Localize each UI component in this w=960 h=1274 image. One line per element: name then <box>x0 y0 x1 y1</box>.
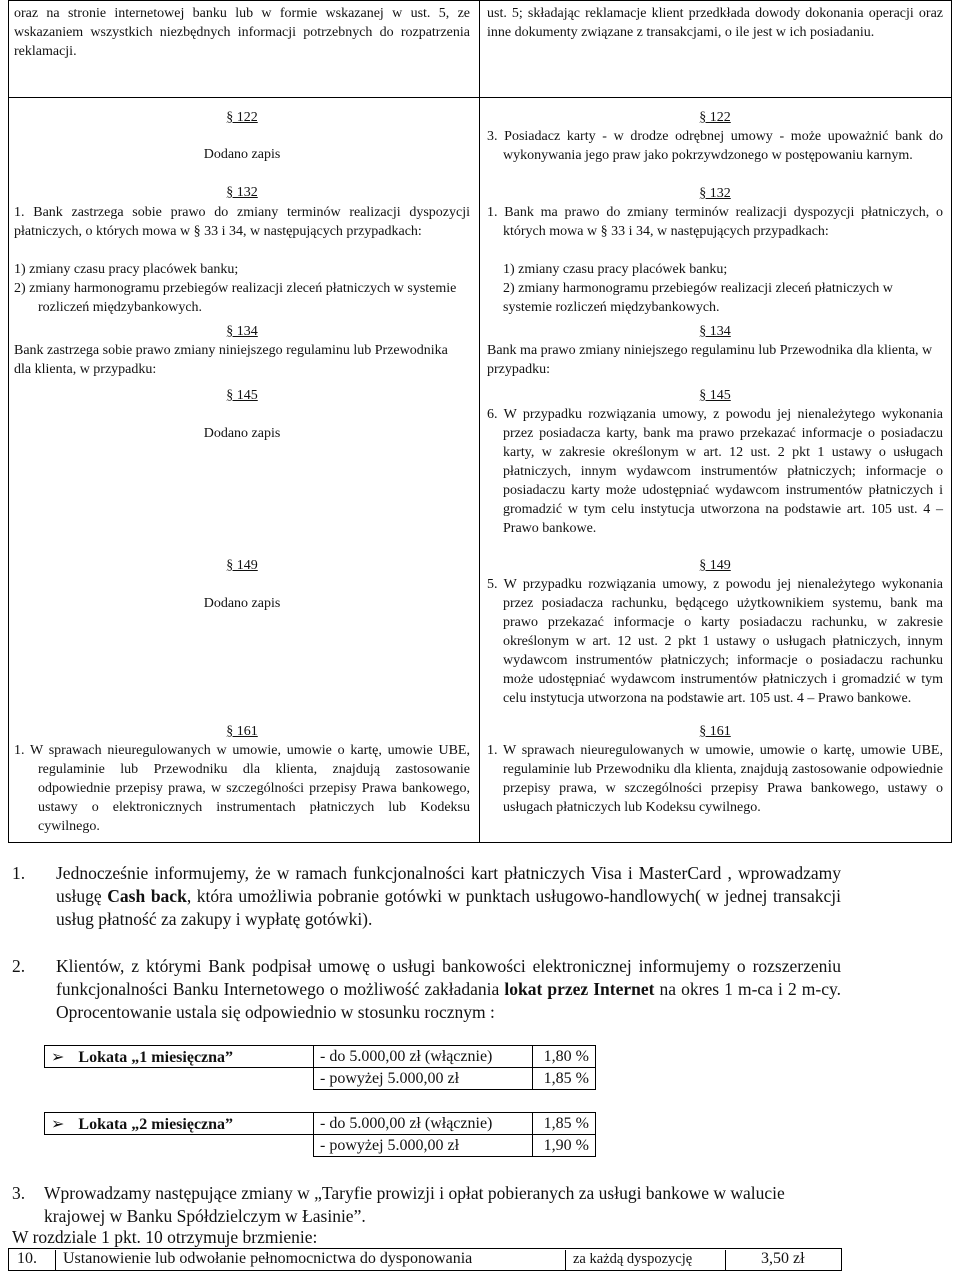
right-s122-mark: § 122 <box>699 110 731 125</box>
note-1-text-b: , która umożliwia pobranie gotówki w punktach usługowo-handlowych( w jednej transakcji usług płatność za zakupy i wypłatę gotówki). <box>56 886 841 929</box>
right-s134-mark: § 134 <box>699 324 731 339</box>
note-1-bold: Cash back <box>107 886 187 906</box>
empty-cell <box>45 1068 314 1090</box>
left-s122-mark: § 122 <box>226 110 258 125</box>
left-s145-mark: § 145 <box>226 388 258 403</box>
deposit-name-cell <box>45 1113 314 1135</box>
left-s122-added: Dodano zapis <box>203 147 281 162</box>
deposit-name: Lokata „1 miesięczna” <box>78 1048 234 1066</box>
deposit-rate: 1,90 % <box>533 1135 596 1157</box>
column-divider <box>479 1 480 842</box>
bullet-arrow-icon: ➢ <box>51 1115 65 1133</box>
deposit-name-cell <box>45 1046 314 1068</box>
table-row <box>45 1135 596 1157</box>
left-s161-text: 1. W sprawach nieuregulowanych w umowie, umowie o kartę, umowie UBE, regulaminie lub Przewodniku dla klienta, znajdują zastosowanie odpowiednie przepisy prawa, w szczególności przepisy Prawa bankowego, ustawy o elektronicznych instrumentach płatniczych lub Kodeksu cywilnego. <box>14 743 470 834</box>
right-s149-mark: § 149 <box>699 558 731 573</box>
deposit-range: - powyżej 5.000,00 zł <box>314 1135 533 1157</box>
left-s132-item2: 2) zmiany harmonogramu przebiegów realizacji zleceń płatniczych w systemie rozliczeń międzybankowych. <box>14 281 457 315</box>
cell-divider <box>55 1250 56 1270</box>
right-s132-intro: 1. Bank ma prawo do zmiany terminów realizacji dyspozycji płatniczych, o których mowa w § 33 i 34, w następujących przypadkach: <box>487 205 943 239</box>
left-s132-intro: 1. Bank zastrzega sobie prawo do zmiany terminów realizacji dyspozycji płatniczych, o których mowa w § 33 i 34, w następujących przypadkach: <box>14 205 470 239</box>
deposit-rate: 1,80 % <box>533 1046 596 1068</box>
right-s122-text: 3. Posiadacz karty - w drodze odrębnej umowy - może upoważnić bank do wykonywania jego praw jako pokrzywdzonego w postępowaniu karnym. <box>487 129 943 163</box>
note-2-number: 2. <box>12 956 26 976</box>
left-s132-item1: 1) zmiany czasu pracy placówek banku; <box>14 262 239 277</box>
note-2-text-b: na okres 1 m-ca i 2 m-cy. Oprocentowanie ustala się odpowiednio w stosunku rocznym : <box>56 979 841 1022</box>
note-2-bold: lokat przez Internet <box>504 979 655 999</box>
right-s132-item1: 1) zmiany czasu pracy placówek banku; <box>503 262 728 277</box>
note-3-text: Wprowadzamy następujące zmiany w „Taryfie prowizji i opłat pobieranych za usługi bankowe w walucie krajowej w Banku Spółdzielczym w Łasinie”. <box>44 1183 785 1226</box>
right-s161-text: 1. W sprawach nieuregulowanych w umowie, umowie o kartę, umowie UBE, regulaminie lub Przewodniku dla klienta, znajdują zastosowanie odpowiednie przepisy prawa, w szczególności przepisy Prawa bankowego, ustawy o usługach płatniczych lub Kodeksu cywilnego. <box>487 743 943 815</box>
top-left-text: oraz na stronie internetowej banku lub w formie wskazanej w ust. 5, ze wskazaniem wszystkich niezbędnych informacji potrzebnych do rozpatrzenia reklamacji. <box>14 6 470 59</box>
right-s161-mark: § 161 <box>699 724 731 739</box>
fee-number: 10. <box>17 1250 37 1267</box>
cell-divider <box>565 1250 566 1270</box>
right-s132-item2: 2) zmiany harmonogramu przebiegów realizacji zleceń płatniczych w systemie rozliczeń międzybankowych. <box>503 281 893 315</box>
deposit-rate: 1,85 % <box>533 1113 596 1135</box>
right-s145-text: 6. W przypadku rozwiązania umowy, z powodu jej nienależytego wykonania przez posiadacza karty, bank ma prawo przekazać informacje o posiadaczu karty, w zakresie określonym w art. 12 ust. 2 pkt 1 ustawy o usługach płatniczych, innym wydawcom instrumentów płatniczych; informacje o posiadaczu karty może udostępniać wydawcom instrumentów płatniczych i gromadzić w tym celu instytucja utworzona na podstawie art. 105 ust. 4 – Prawo bankowe. <box>487 407 943 536</box>
fee-table-row <box>8 1248 842 1271</box>
deposit-rate: 1,85 % <box>533 1068 596 1090</box>
bullet-arrow-icon: ➢ <box>51 1048 65 1066</box>
deposit-range: - do 5.000,00 zł (włącznie) <box>314 1113 533 1135</box>
table-row <box>45 1046 596 1068</box>
deposit-name: Lokata „2 miesięczna” <box>78 1115 234 1133</box>
empty-cell <box>45 1135 314 1157</box>
note-1-text <box>56 862 841 931</box>
fee-description: Ustanowienie lub odwołanie pełnomocnictwa do dysponowania <box>63 1250 473 1267</box>
left-s161-mark: § 161 <box>226 724 258 739</box>
left-s145-added: Dodano zapis <box>203 426 281 441</box>
right-s145-mark: § 145 <box>699 388 731 403</box>
left-s134-text: Bank zastrzega sobie prawo zmiany niniejszego regulaminu lub Przewodnika dla klienta, w przypadku: <box>14 343 448 377</box>
deposit-table-1 <box>44 1045 596 1090</box>
note-2-text-a: Klientów, z którymi Bank podpisał umowę o usługi bankowości elektronicznej informujemy o rozszerzeniu funkcjonalności Banku Internetowego o możliwość zakładania <box>56 956 841 999</box>
left-s134-mark: § 134 <box>226 324 258 339</box>
note-1-number: 1. <box>12 863 26 883</box>
fee-basis: za każdą dyspozycję <box>573 1251 693 1267</box>
right-s149-text: 5. W przypadku rozwiązania umowy, z powodu jej nienależytego wykonania przez posiadacza rachunku, będącego użytkownikiem systemu, bank ma prawo przekazać informacje o karty posiadaczu rachunku, w zakresie określonym w art. 12 ust. 2 pkt 1 ustawy o usługach płatniczych, innym wydawcom instrumentów płatniczych; informacje o posiadaczu rachunku może udostępniać wydawcom instrumentów płatniczych i gromadzić w tym celu instytucja utworzona na podstawie art. 105 ust. 4 – Prawo bankowe. <box>487 577 943 706</box>
right-s134-text: Bank ma prawo zmiany niniejszego regulaminu lub Przewodnika dla klienta, w przypadku: <box>487 343 933 377</box>
note-3-number: 3. <box>12 1183 26 1203</box>
cell-divider <box>725 1250 726 1270</box>
table-row <box>45 1068 596 1090</box>
left-s149-mark: § 149 <box>226 558 258 573</box>
deposit-range: - powyżej 5.000,00 zł <box>314 1068 533 1090</box>
note-2-text <box>56 955 841 1024</box>
deposit-table-2 <box>44 1112 596 1157</box>
right-s132-mark: § 132 <box>699 186 731 201</box>
note-1-text-a: Jednocześnie informujemy, że w ramach funkcjonalności kart płatniczych Visa i MasterCard , wprowadzamy usługę <box>56 863 841 906</box>
left-s132-mark: § 132 <box>226 185 258 200</box>
left-s149-added: Dodano zapis <box>203 596 281 611</box>
deposit-range: - do 5.000,00 zł (włącznie) <box>314 1046 533 1068</box>
table-row <box>45 1113 596 1135</box>
fee-amount: 3,50 zł <box>761 1250 805 1267</box>
top-right-text: ust. 5; składając reklamacje klient przedkłada dowody dokonania operacji oraz inne dokumenty związane z transakcjami, o ile jest w ich posiadaniu. <box>487 6 943 40</box>
note-3-subtitle: W rozdziale 1 pkt. 10 otrzymuje brzmienie: <box>12 1227 318 1247</box>
row-divider <box>9 97 951 98</box>
